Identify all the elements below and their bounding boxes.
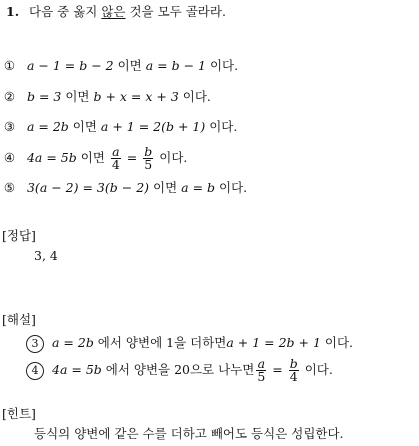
option-connector: 이면 <box>149 180 182 195</box>
explanation-text: 에서 양변을 20으로 나누면 <box>101 362 255 377</box>
option-result: b + x = x + 3 <box>93 89 179 104</box>
explanation-result: a + 1 = 2b + 1 <box>226 335 321 350</box>
option-result: a + 1 = 2(b + 1) <box>100 119 206 134</box>
option-connector: 이면 <box>76 150 109 165</box>
explanation-condition: a = 2b <box>52 335 94 350</box>
explanation-item-2 <box>26 356 333 384</box>
option-marker: ③ <box>3 119 16 134</box>
explanation-condition: 4a = 5b <box>52 362 102 377</box>
option-marker: ② <box>3 89 16 104</box>
option-connector: 이면 <box>113 58 146 73</box>
option-ending: 이다. <box>205 119 238 134</box>
option-condition: a − 1 = b − 2 <box>26 58 114 73</box>
equals-sign: = <box>268 362 287 377</box>
explanation-item-1 <box>26 335 353 353</box>
fraction <box>289 358 299 383</box>
question-text-after: 것을 모두 골라라. <box>125 4 226 19</box>
option-condition: a = 2b <box>26 119 69 134</box>
hint-label: [힌트] <box>2 406 36 421</box>
option-ending: 이다. <box>205 58 239 73</box>
fraction-denominator: 5 <box>257 369 266 384</box>
question-text-before: 다음 중 옳지 <box>29 4 102 19</box>
circled-number: 3 <box>26 335 44 353</box>
explanation-label: [해설] <box>2 312 36 327</box>
option-ending: 이다. <box>155 150 188 165</box>
option-3 <box>2 119 237 135</box>
fraction-denominator: 4 <box>289 369 298 384</box>
option-condition: b = 3 <box>26 89 62 104</box>
option-marker: ④ <box>3 150 16 165</box>
fraction <box>111 146 121 171</box>
fraction <box>256 358 266 383</box>
answer-label: [정답] <box>2 228 36 243</box>
equals-sign: = <box>122 150 142 165</box>
option-marker: ① <box>3 58 16 73</box>
explanation-ending: 이다. <box>320 335 354 350</box>
option-ending: 이다. <box>178 89 211 104</box>
fraction <box>143 146 153 171</box>
question-line <box>6 4 226 20</box>
option-4 <box>2 144 187 172</box>
answer-value: 3, 4 <box>34 248 58 263</box>
option-result: a = b − 1 <box>145 58 206 73</box>
hint-text: 등식의 양변에 같은 수를 더하고 빼어도 등식은 성립한다. <box>34 426 344 441</box>
option-marker: ⑤ <box>3 180 16 195</box>
fraction-numerator: a <box>112 144 120 159</box>
option-ending: 이다. <box>215 180 248 195</box>
option-connector: 이면 <box>68 119 101 134</box>
option-2 <box>2 89 211 105</box>
fraction-denominator: 5 <box>144 157 153 172</box>
explanation-ending: 이다. <box>300 362 333 377</box>
question-underlined-word: 않은 <box>101 4 126 19</box>
question-number: 1. <box>6 4 20 19</box>
fraction-numerator: b <box>144 144 153 159</box>
option-result: a = b <box>181 180 216 195</box>
circled-number: 4 <box>26 362 44 380</box>
fraction-numerator: b <box>289 356 298 371</box>
option-5 <box>2 180 247 196</box>
option-1 <box>2 58 238 74</box>
fraction-numerator: a <box>257 356 266 371</box>
fraction-denominator: 4 <box>111 157 120 172</box>
explanation-text: 에서 양변에 1을 더하면 <box>93 335 227 350</box>
option-connector: 이면 <box>61 89 94 104</box>
option-condition: 3(a − 2) = 3(b − 2) <box>26 180 150 195</box>
option-condition: 4a = 5b <box>26 150 77 165</box>
